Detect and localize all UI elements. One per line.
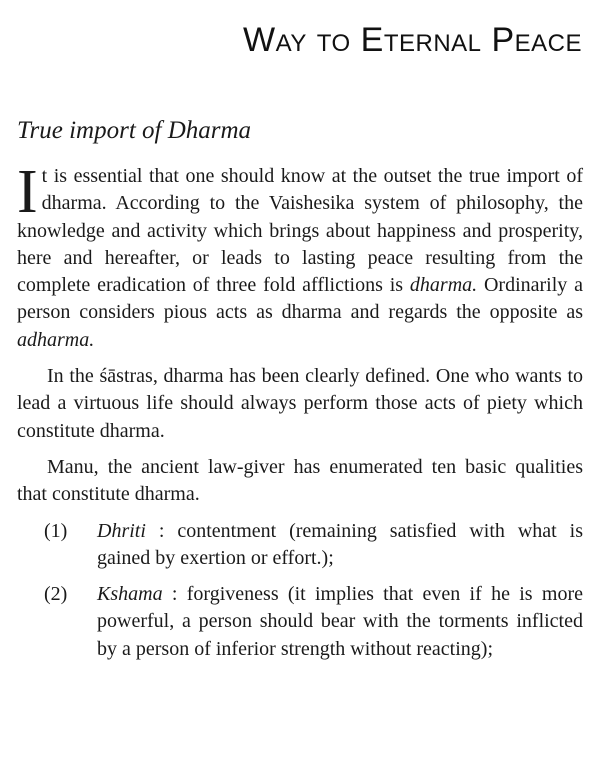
list-item-separator: :	[145, 519, 178, 542]
list-item-term: Dhriti	[97, 519, 146, 542]
list-item-content	[97, 581, 583, 663]
emphasis-dharma: dharma.	[409, 274, 478, 297]
paragraph-intro-text-2: Ordinarily a person considers pious acts as dharma and regards the opposite as	[17, 274, 583, 324]
list-item-content	[97, 518, 583, 573]
list-item-separator: :	[162, 583, 187, 606]
paragraph-sastras: In the śāstras, dharma has been clearly defined. One who wants to lead a virtuous life should always perform those acts of piety which constitute dharma.	[17, 365, 583, 442]
list-item-number: (1)	[44, 519, 68, 542]
list-item-number: (2)	[44, 583, 68, 606]
paragraph-intro-text-1: It is essential that one should know at the outset the true import of dharma. According to the Vaishesika system of philosophy, the knowledge and activity which brings about happiness and prosperity, here and hereafter, or leads to lasting peace resulting from the complete eradication of three fold afflictions is	[17, 158, 583, 297]
list-item-description: contentment (remaining satisfied with what is gained by exertion or effort.);	[97, 519, 583, 569]
paragraph-intro	[17, 158, 583, 354]
list-item-kshama	[17, 581, 583, 663]
body-text	[17, 158, 583, 663]
list-item-term: Kshama	[97, 583, 163, 606]
paragraph-manu: Manu, the ancient law-giver has enumerated ten basic qualities that constitute dharma.	[17, 455, 583, 506]
section-heading: True import of Dharma	[17, 117, 252, 144]
chapter-title: Way to Eternal Peace	[243, 21, 582, 59]
emphasis-adharma: adharma.	[17, 328, 95, 351]
list-item-dhriti	[17, 518, 583, 573]
list-item-description: forgiveness (it implies that even if he is more powerful, a person should bear with the torments inflicted by a person of inferior strength without reacting);	[97, 583, 583, 660]
